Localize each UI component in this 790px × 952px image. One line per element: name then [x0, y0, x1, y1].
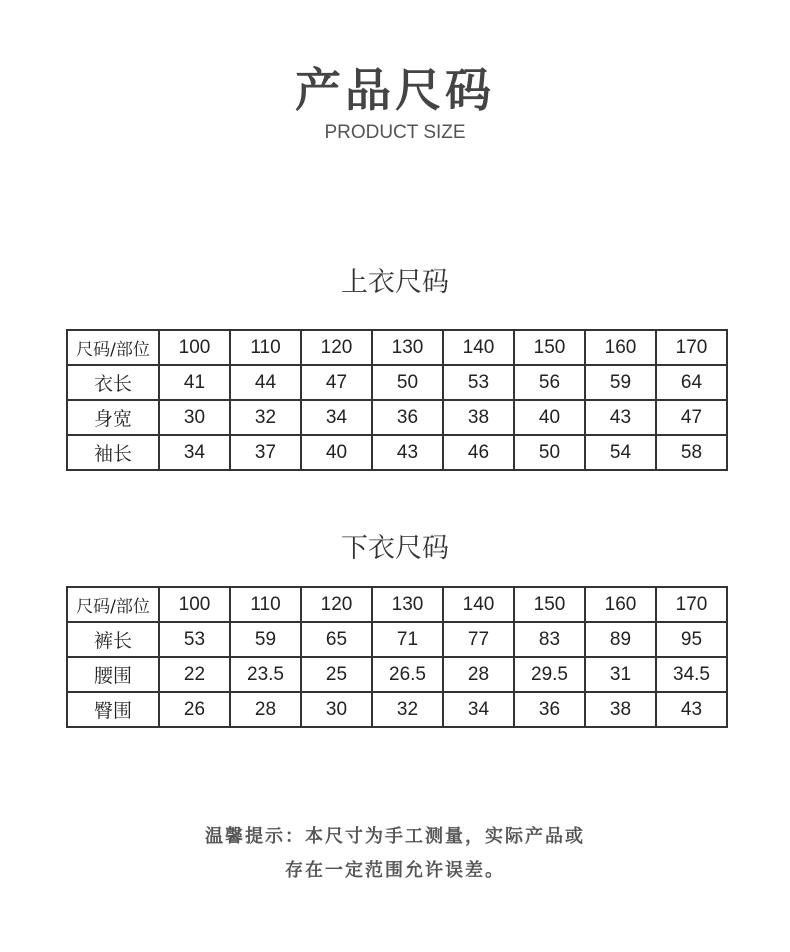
value-cell: 30	[301, 692, 372, 727]
row-label-cell: 衣长	[67, 365, 159, 400]
size-header-cell: 140	[443, 330, 514, 365]
value-cell: 64	[656, 365, 727, 400]
value-cell: 34.5	[656, 657, 727, 692]
value-cell: 31	[585, 657, 656, 692]
page-subtitle: PRODUCT SIZE	[324, 122, 466, 143]
size-header-cell: 110	[230, 330, 301, 365]
value-cell: 83	[514, 622, 585, 657]
table-row	[67, 657, 727, 692]
value-cell: 26.5	[372, 657, 443, 692]
row-label-cell: 腰围	[67, 657, 159, 692]
page-title: 产品尺码	[295, 63, 495, 117]
size-header-cell: 160	[585, 587, 656, 622]
value-cell: 28	[443, 657, 514, 692]
value-cell: 36	[372, 400, 443, 435]
value-cell: 53	[443, 365, 514, 400]
value-cell: 59	[230, 622, 301, 657]
value-cell: 65	[301, 622, 372, 657]
top-size-table-title: 上衣尺码	[341, 267, 449, 298]
top-size-table	[66, 329, 728, 471]
table-row	[67, 622, 727, 657]
value-cell: 77	[443, 622, 514, 657]
size-header-cell: 100	[159, 330, 230, 365]
value-cell: 54	[585, 435, 656, 470]
bottom-size-table-title: 下衣尺码	[341, 533, 449, 564]
value-cell: 50	[514, 435, 585, 470]
value-cell: 36	[514, 692, 585, 727]
value-cell: 37	[230, 435, 301, 470]
value-cell: 32	[230, 400, 301, 435]
value-cell: 43	[656, 692, 727, 727]
size-header-cell: 130	[372, 330, 443, 365]
value-cell: 30	[159, 400, 230, 435]
value-cell: 34	[159, 435, 230, 470]
table-row	[67, 435, 727, 470]
size-header-cell: 120	[301, 587, 372, 622]
table-header-row	[67, 330, 727, 365]
table-row	[67, 365, 727, 400]
notice-text-line2: 存在一定范围允许误差。	[285, 860, 505, 881]
value-cell: 38	[443, 400, 514, 435]
value-cell: 43	[372, 435, 443, 470]
value-cell: 71	[372, 622, 443, 657]
value-cell: 95	[656, 622, 727, 657]
value-cell: 44	[230, 365, 301, 400]
value-cell: 34	[301, 400, 372, 435]
size-header-cell: 120	[301, 330, 372, 365]
header-label-cell: 尺码/部位	[67, 330, 159, 365]
bottom-size-table	[66, 586, 728, 728]
value-cell: 28	[230, 692, 301, 727]
size-header-cell: 130	[372, 587, 443, 622]
table-header-row	[67, 587, 727, 622]
row-label-cell: 臀围	[67, 692, 159, 727]
value-cell: 40	[514, 400, 585, 435]
value-cell: 53	[159, 622, 230, 657]
size-header-cell: 140	[443, 587, 514, 622]
value-cell: 47	[656, 400, 727, 435]
size-header-cell: 110	[230, 587, 301, 622]
value-cell: 34	[443, 692, 514, 727]
size-header-cell: 160	[585, 330, 656, 365]
value-cell: 40	[301, 435, 372, 470]
value-cell: 56	[514, 365, 585, 400]
size-header-cell: 170	[656, 330, 727, 365]
row-label-cell: 裤长	[67, 622, 159, 657]
size-header-cell: 150	[514, 330, 585, 365]
row-label-cell: 袖长	[67, 435, 159, 470]
size-header-cell: 100	[159, 587, 230, 622]
row-label-cell: 身宽	[67, 400, 159, 435]
table-row	[67, 400, 727, 435]
value-cell: 38	[585, 692, 656, 727]
value-cell: 89	[585, 622, 656, 657]
size-header-cell: 150	[514, 587, 585, 622]
value-cell: 46	[443, 435, 514, 470]
value-cell: 26	[159, 692, 230, 727]
value-cell: 47	[301, 365, 372, 400]
size-header-cell: 170	[656, 587, 727, 622]
value-cell: 59	[585, 365, 656, 400]
value-cell: 58	[656, 435, 727, 470]
value-cell: 23.5	[230, 657, 301, 692]
value-cell: 50	[372, 365, 443, 400]
value-cell: 29.5	[514, 657, 585, 692]
value-cell: 22	[159, 657, 230, 692]
value-cell: 32	[372, 692, 443, 727]
value-cell: 41	[159, 365, 230, 400]
header-label-cell: 尺码/部位	[67, 587, 159, 622]
value-cell: 25	[301, 657, 372, 692]
value-cell: 43	[585, 400, 656, 435]
table-row	[67, 692, 727, 727]
notice-text-line1: 温馨提示：本尺寸为手工测量，实际产品或	[205, 826, 585, 847]
